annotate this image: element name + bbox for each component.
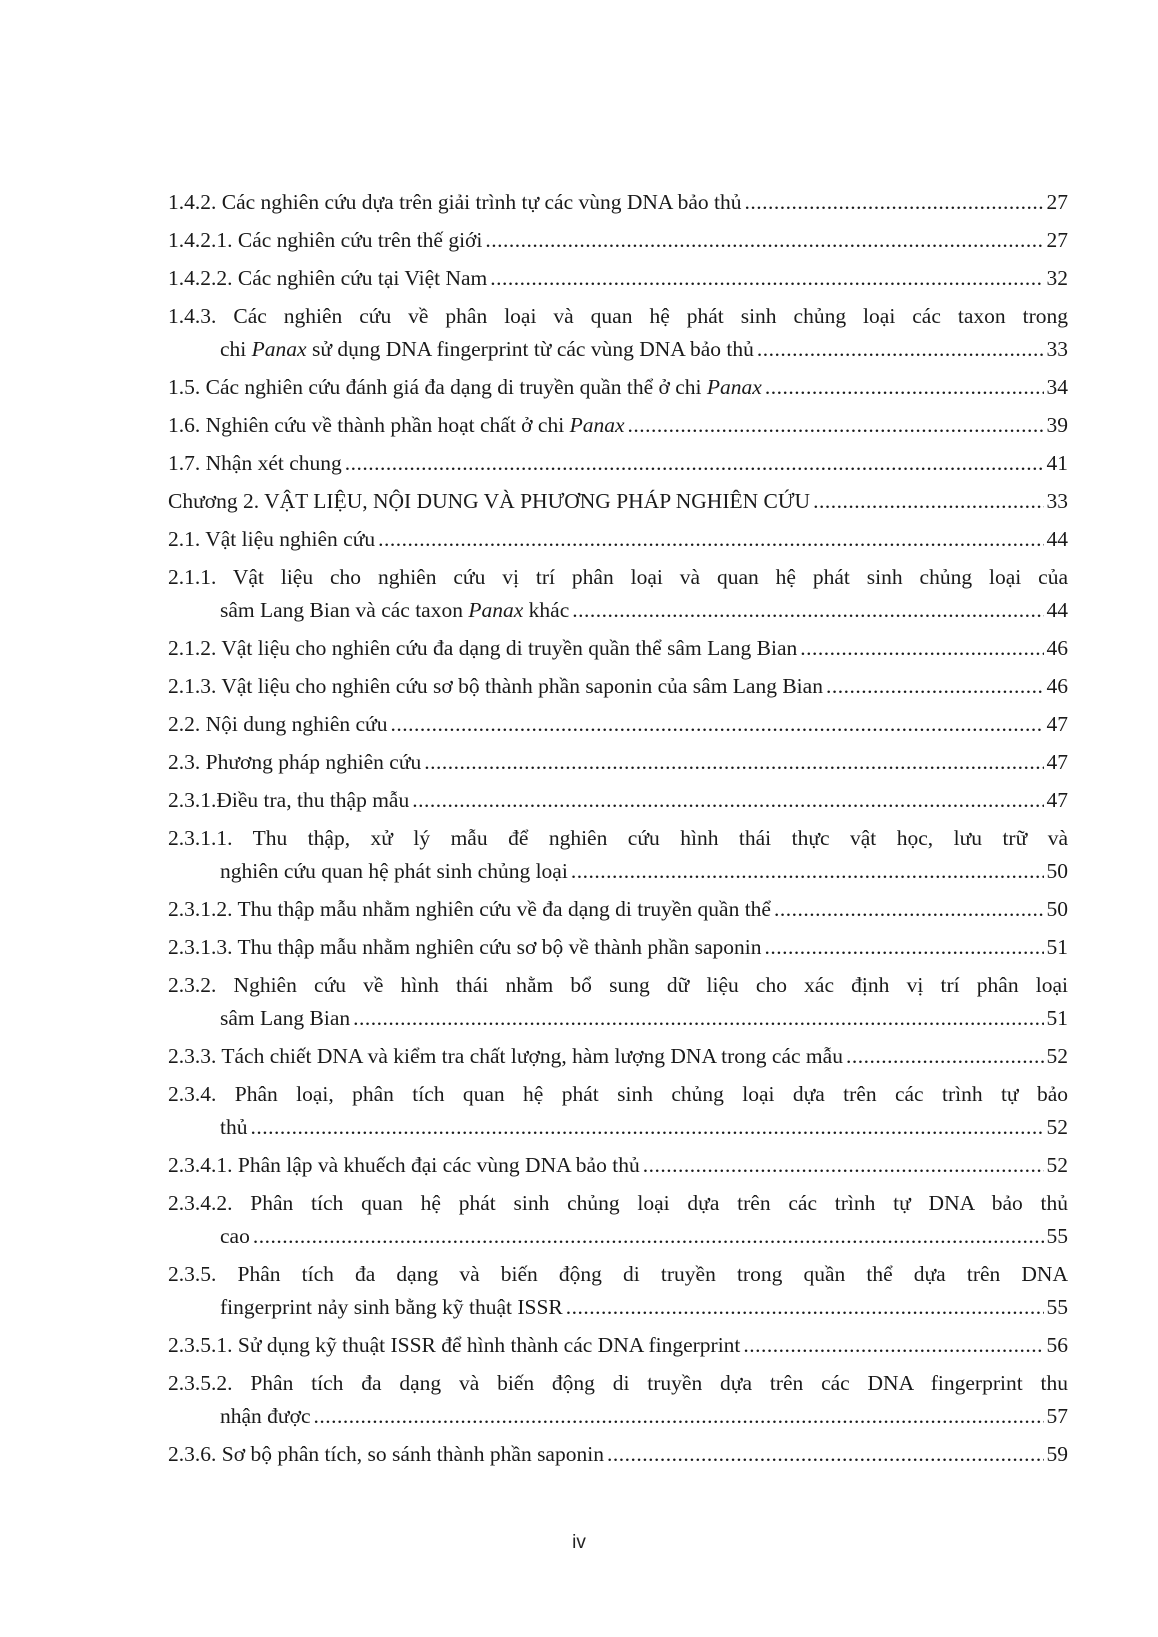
toc-entry[interactable]: [168, 1367, 1068, 1433]
toc-entry[interactable]: [168, 523, 1068, 556]
toc-page-number: 52: [1046, 1115, 1068, 1139]
toc-page-number: 51: [1046, 935, 1068, 959]
toc-entry[interactable]: [168, 969, 1068, 1035]
dot-leader: [490, 262, 1043, 295]
toc-entry-title: 1.5. Các nghiên cứu đánh giá đa dạng di truyền quần thể ở chi Panax: [168, 375, 762, 399]
toc-page-number: 51: [1046, 1006, 1068, 1030]
toc-entry-title: thủ: [220, 1115, 248, 1139]
toc-page-number: 33: [1046, 489, 1068, 513]
toc-page-number: 32: [1046, 266, 1068, 290]
toc-page-number: 59: [1046, 1442, 1068, 1466]
toc-page-number: 55: [1046, 1295, 1068, 1319]
toc-entry[interactable]: [168, 1258, 1068, 1324]
toc-page-number: 50: [1046, 897, 1068, 921]
dot-leader: [250, 1111, 1043, 1144]
toc-entry[interactable]: [168, 1329, 1068, 1362]
genus-name: Panax: [468, 598, 524, 622]
toc-page-number: 47: [1046, 788, 1068, 812]
toc-entry-title: sâm Lang Bian: [220, 1006, 351, 1030]
toc-page-number: 52: [1046, 1044, 1068, 1068]
toc-page-number: 46: [1046, 674, 1068, 698]
dot-leader: [313, 1400, 1043, 1433]
dot-leader: [345, 447, 1044, 480]
toc-page-number: 44: [1046, 598, 1068, 622]
toc-entry-title: 1.6. Nghiên cứu về thành phần hoạt chất ở chi Panax: [168, 413, 625, 437]
toc-entry[interactable]: [168, 262, 1068, 295]
toc-entry[interactable]: [168, 931, 1068, 964]
toc-page-number: 41: [1046, 451, 1068, 475]
toc-entry[interactable]: [168, 708, 1068, 741]
toc-entry-title: nhận được: [220, 1404, 311, 1428]
genus-name: Panax: [251, 337, 307, 361]
dot-leader: [571, 855, 1044, 888]
toc-page-number: 46: [1046, 636, 1068, 660]
toc-entry[interactable]: [168, 1438, 1068, 1471]
toc-entry-title: chi Panax sử dụng DNA fingerprint từ các vùng DNA bảo thủ: [220, 337, 754, 361]
toc-entry[interactable]: [168, 409, 1068, 442]
dot-leader: [774, 893, 1044, 926]
toc-entry-title: sâm Lang Bian và các taxon Panax khác: [220, 598, 570, 622]
dot-leader: [566, 1291, 1044, 1324]
table-of-contents: [168, 186, 1068, 1476]
dot-leader: [813, 485, 1043, 518]
dot-leader: [412, 784, 1043, 817]
toc-page-number: 55: [1046, 1224, 1068, 1248]
toc-entry[interactable]: [168, 632, 1068, 665]
toc-entry-title: 2.2. Nội dung nghiên cứu: [168, 712, 388, 736]
toc-entry[interactable]: [168, 447, 1068, 480]
dot-leader: [628, 409, 1044, 442]
toc-entry-title: cao: [220, 1224, 250, 1248]
toc-entry-title: nghiên cứu quan hệ phát sinh chủng loại: [220, 859, 568, 883]
dot-leader: [485, 224, 1043, 257]
toc-page-number: 50: [1046, 859, 1068, 883]
toc-page-number: 47: [1046, 750, 1068, 774]
genus-name: Panax: [706, 375, 762, 399]
toc-entry-title-line: 2.3.4.2. Phân tích quan hệ phát sinh chủng loại dựa trên các trình tự DNA bảo thủ: [168, 1191, 1068, 1215]
dot-leader: [424, 746, 1043, 779]
toc-entry[interactable]: [168, 1040, 1068, 1073]
toc-entry[interactable]: [168, 300, 1068, 366]
toc-entry-title: 2.3.1.Điều tra, thu thập mẫu: [168, 788, 410, 812]
toc-entry-title: 2.1.2. Vật liệu cho nghiên cứu đa dạng di truyền quần thể sâm Lang Bian: [168, 636, 798, 660]
toc-page-number: 34: [1046, 375, 1068, 399]
toc-entry-title-line: 2.3.5. Phân tích đa dạng và biến động di truyền trong quần thể dựa trên DNA: [168, 1262, 1068, 1286]
toc-entry-title: 2.1. Vật liệu nghiên cứu: [168, 527, 376, 551]
dot-leader: [800, 632, 1043, 665]
toc-entry-title-line: 2.3.2. Nghiên cứu về hình thái nhằm bổ sung dữ liệu cho xác định vị trí phân loại: [168, 973, 1068, 997]
dot-leader: [743, 1329, 1043, 1362]
toc-entry[interactable]: [168, 561, 1068, 627]
page-number: iv: [572, 1532, 586, 1553]
toc-entry-title-line: 1.4.3. Các nghiên cứu về phân loại và quan hệ phát sinh chủng loại các taxon trong: [168, 304, 1068, 328]
toc-entry-title: 1.4.2.2. Các nghiên cứu tại Việt Nam: [168, 266, 488, 290]
toc-entry-title: 2.3.3. Tách chiết DNA và kiểm tra chất lượng, hàm lượng DNA trong các mẫu: [168, 1044, 843, 1068]
toc-entry-title: Chương 2. VẬT LIỆU, NỘI DUNG VÀ PHƯƠNG PHÁP NGHIÊN CỨU: [168, 489, 811, 513]
dot-leader: [253, 1220, 1044, 1253]
toc-entry[interactable]: [168, 893, 1068, 926]
dot-leader: [764, 931, 1043, 964]
toc-entry-title: 1.4.2.1. Các nghiên cứu trên thế giới: [168, 228, 483, 252]
dot-leader: [745, 186, 1044, 219]
toc-entry[interactable]: [168, 1078, 1068, 1144]
dot-leader: [765, 371, 1044, 404]
toc-entry[interactable]: [168, 186, 1068, 219]
dot-leader: [643, 1149, 1044, 1182]
toc-page-number: 44: [1046, 527, 1068, 551]
toc-entry-title: 2.3.1.3. Thu thập mẫu nhằm nghiên cứu sơ bộ về thành phần saponin: [168, 935, 762, 959]
toc-entry-title-line: 2.1.1. Vật liệu cho nghiên cứu vị trí phân loại và quan hệ phát sinh chủng loại của: [168, 565, 1068, 589]
toc-entry[interactable]: [168, 1187, 1068, 1253]
dot-leader: [846, 1040, 1044, 1073]
toc-entry-title: 2.3.4.1. Phân lập và khuếch đại các vùng DNA bảo thủ: [168, 1153, 640, 1177]
dot-leader: [378, 523, 1043, 556]
toc-entry[interactable]: [168, 485, 1068, 518]
toc-page-number: 56: [1046, 1333, 1068, 1357]
toc-entry[interactable]: [168, 822, 1068, 888]
toc-entry-title: 1.7. Nhận xét chung: [168, 451, 342, 475]
dot-leader: [757, 333, 1044, 366]
toc-entry-title: fingerprint nảy sinh bằng kỹ thuật ISSR: [220, 1295, 563, 1319]
toc-entry-title: 2.3.1.2. Thu thập mẫu nhằm nghiên cứu về đa dạng di truyền quần thể: [168, 897, 771, 921]
toc-entry[interactable]: [168, 371, 1068, 404]
toc-page-number: 57: [1046, 1404, 1068, 1428]
toc-entry-title-line: 2.3.4. Phân loại, phân tích quan hệ phát sinh chủng loại dựa trên các trình tự bảo: [168, 1082, 1068, 1106]
toc-page-number: 39: [1046, 413, 1068, 437]
toc-entry-title-line: 2.3.1.1. Thu thập, xử lý mẫu để nghiên cứu hình thái thực vật học, lưu trữ và: [168, 826, 1068, 850]
toc-entry[interactable]: [168, 224, 1068, 257]
dot-leader: [826, 670, 1044, 703]
toc-entry[interactable]: [168, 1149, 1068, 1182]
toc-page-number: 52: [1046, 1153, 1068, 1177]
toc-entry-title: 2.3.5.1. Sử dụng kỹ thuật ISSR để hình thành các DNA fingerprint: [168, 1333, 741, 1357]
toc-page-number: 47: [1046, 712, 1068, 736]
dot-leader: [353, 1002, 1043, 1035]
toc-entry-title-line: 2.3.5.2. Phân tích đa dạng và biến động di truyền dựa trên các DNA fingerprint thu: [168, 1371, 1068, 1395]
toc-page-number: 27: [1046, 228, 1068, 252]
toc-entry[interactable]: [168, 746, 1068, 779]
toc-entry-title: 2.1.3. Vật liệu cho nghiên cứu sơ bộ thành phần saponin của sâm Lang Bian: [168, 674, 823, 698]
dot-leader: [390, 708, 1043, 741]
toc-page-number: 27: [1046, 190, 1068, 214]
dot-leader: [607, 1438, 1044, 1471]
dot-leader: [572, 594, 1043, 627]
toc-entry[interactable]: [168, 784, 1068, 817]
toc-entry-title: 2.3.6. Sơ bộ phân tích, so sánh thành phần saponin: [168, 1442, 604, 1466]
toc-entry[interactable]: [168, 670, 1068, 703]
toc-entry-title: 1.4.2. Các nghiên cứu dựa trên giải trình tự các vùng DNA bảo thủ: [168, 190, 742, 214]
toc-page-number: 33: [1046, 337, 1068, 361]
toc-entry-title: 2.3. Phương pháp nghiên cứu: [168, 750, 422, 774]
genus-name: Panax: [569, 413, 625, 437]
